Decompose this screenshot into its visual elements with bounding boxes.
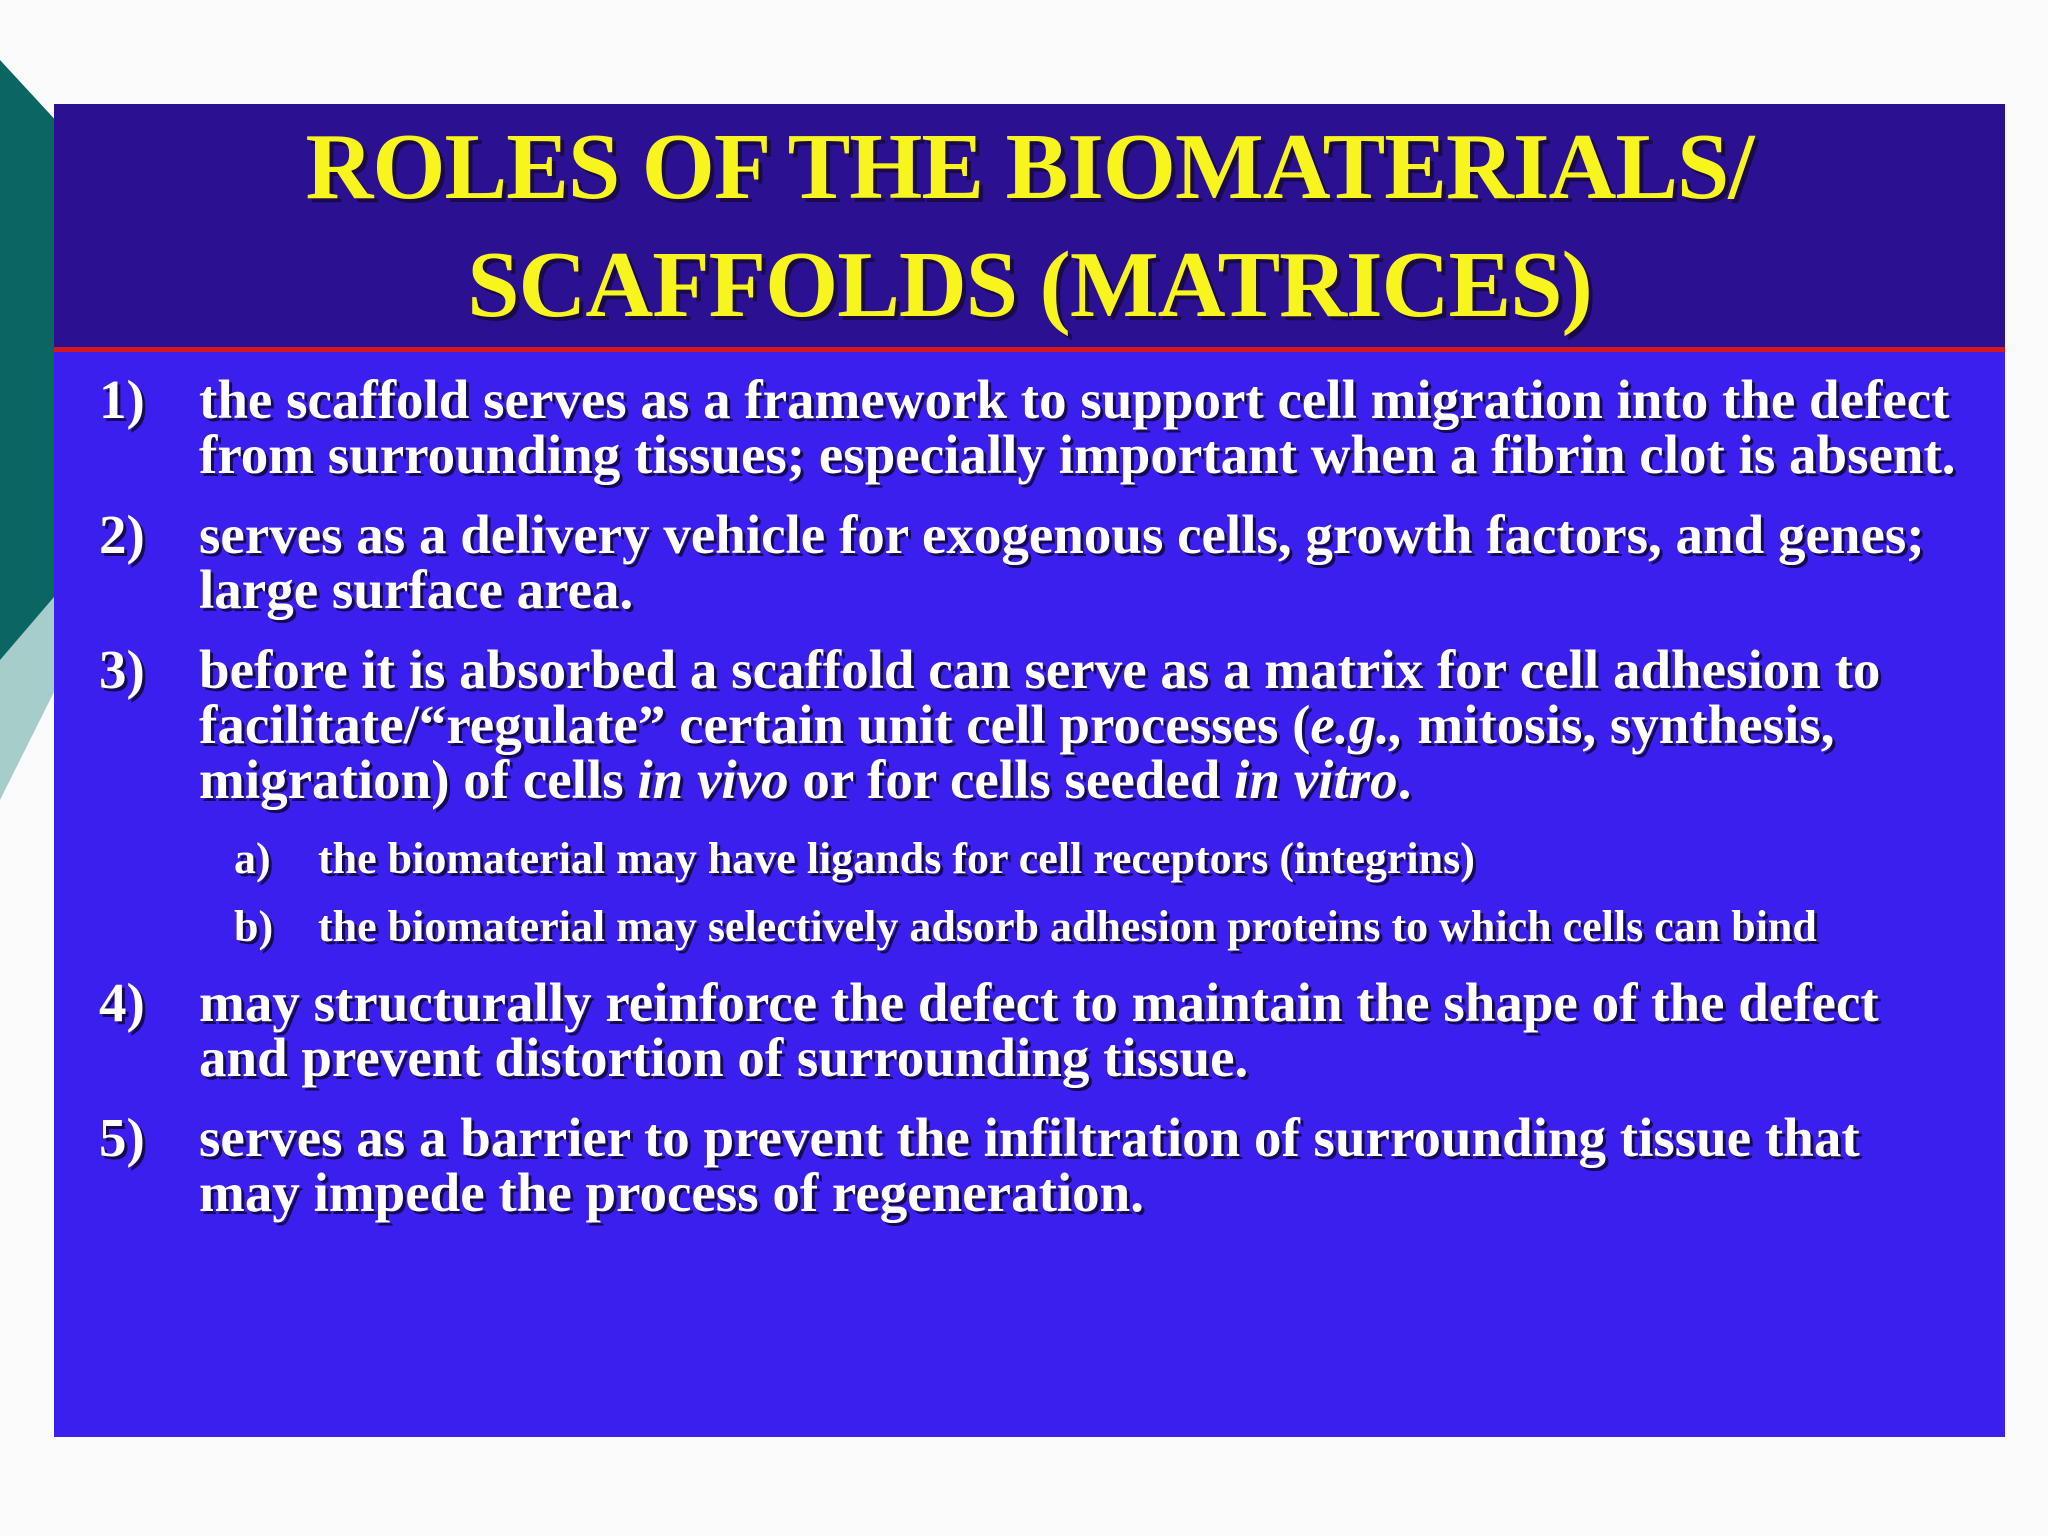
- item-number: 3): [99, 639, 145, 700]
- title-band: [54, 104, 2005, 352]
- list-item: [54, 972, 2005, 1088]
- item-text-italic: e.g.,: [1310, 694, 1404, 755]
- sub-list-item: [54, 834, 2005, 883]
- sub-item-letter: b): [234, 902, 274, 951]
- sub-item-text: the biomaterial may have ligands for cell receptors (integrins): [318, 834, 1475, 883]
- item-text-italic: in vivo: [637, 749, 789, 810]
- item-text: serves as a barrier to prevent the infiltration of surrounding tissue that may impede the process of regeneration.: [199, 1107, 1860, 1223]
- title-line-2: SCAFFOLDS (MATRICES): [467, 233, 1592, 337]
- item-number: 1): [99, 369, 145, 430]
- list-item: [54, 639, 2005, 810]
- slide-title: [54, 104, 2005, 344]
- item-text: serves as a delivery vehicle for exogenous cells, growth factors, and genes; large surface area.: [199, 504, 1925, 620]
- title-line-1: ROLES OF THE BIOMATERIALS/: [305, 115, 1754, 219]
- sub-item-text: the biomaterial may selectively adsorb adhesion proteins to which cells can bind: [318, 902, 1817, 951]
- item-number: 2): [99, 504, 145, 565]
- item-text: may structurally reinforce the defect to maintain the shape of the defect and prevent distortion of surrounding tissue.: [199, 972, 1879, 1088]
- item-text: the scaffold serves as a framework to support cell migration into the defect from surrounding tissues; especially important when a fibrin clot is absent.: [199, 369, 1956, 485]
- list-item: [54, 1107, 2005, 1223]
- item-text-part: before it is absorbed a scaffold can serve as a matrix for cell adhesion to facilitate/“regulate” certain unit cell processes (: [199, 639, 1881, 755]
- item-number: 4): [99, 972, 145, 1033]
- item-text-italic: in vitro: [1234, 749, 1398, 810]
- sub-list-item: [54, 902, 2005, 951]
- list-item: [54, 504, 2005, 620]
- item-text-part: or for cells seeded: [788, 749, 1235, 810]
- sub-item-letter: a): [234, 834, 271, 883]
- slide-body: [54, 369, 2005, 1245]
- item-number: 5): [99, 1107, 145, 1168]
- slide: [54, 104, 2005, 1437]
- item-text-part: mitosis, synthesis, migration) of cells: [199, 694, 1835, 810]
- list-item: [54, 369, 2005, 485]
- item-text-part: .: [1397, 749, 1412, 810]
